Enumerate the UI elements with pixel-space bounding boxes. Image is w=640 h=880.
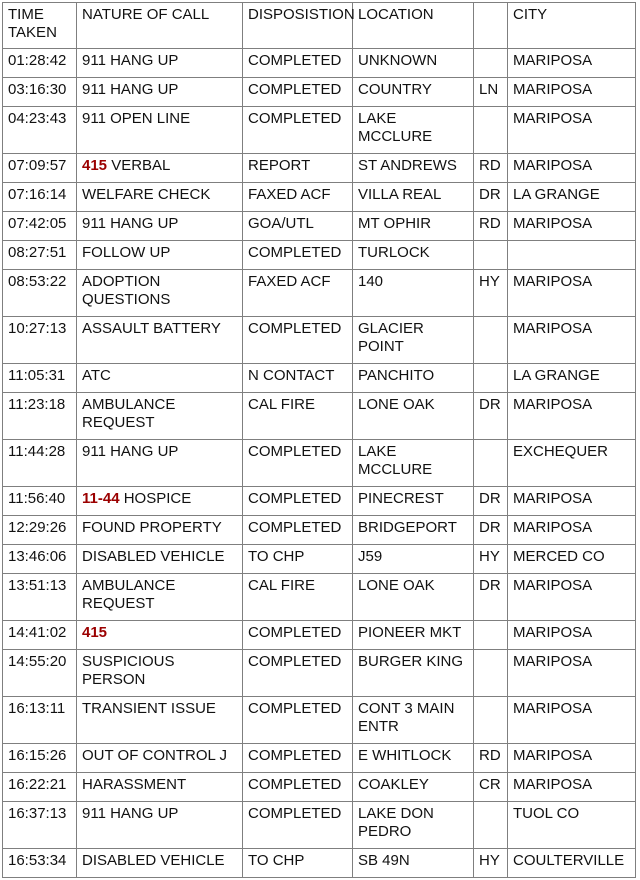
cell-location: PIONEER MKT — [353, 621, 474, 650]
cell-disposition: FAXED ACF — [243, 270, 353, 317]
cell-suffix: DR — [474, 393, 508, 440]
cell-time: 03:16:30 — [3, 78, 77, 107]
cell-location: ST ANDREWS — [353, 154, 474, 183]
cell-suffix: RD — [474, 154, 508, 183]
call-nature-text: HOSPICE — [119, 490, 192, 507]
cell-time: 16:53:34 — [3, 849, 77, 878]
cell-location: TURLOCK — [353, 241, 474, 270]
cell-nature — [77, 545, 243, 574]
cell-disposition: COMPLETED — [243, 802, 353, 849]
cell-time: 11:56:40 — [3, 487, 77, 516]
cell-location: VILLA REAL — [353, 183, 474, 212]
call-nature-text: SUSPICIOUS PERSON — [82, 653, 179, 688]
cell-time: 13:51:13 — [3, 574, 77, 621]
cell-city: MARIPOSA — [508, 317, 636, 364]
cell-location: LAKE DON PEDRO — [353, 802, 474, 849]
cell-location: 140 — [353, 270, 474, 317]
cell-location: UNKNOWN — [353, 49, 474, 78]
cell-location: LAKE MCCLURE — [353, 440, 474, 487]
cell-nature — [77, 154, 243, 183]
cell-location: GLACIER POINT — [353, 317, 474, 364]
call-nature-text: 911 HANG UP — [82, 443, 179, 460]
cell-city: MARIPOSA — [508, 393, 636, 440]
cell-disposition: COMPLETED — [243, 773, 353, 802]
cell-suffix: HY — [474, 270, 508, 317]
cell-suffix — [474, 802, 508, 849]
table-row — [3, 574, 636, 621]
cell-city: MERCED CO — [508, 545, 636, 574]
call-nature-text: FOUND PROPERTY — [82, 519, 222, 536]
table-row — [3, 317, 636, 364]
cell-suffix — [474, 317, 508, 364]
cell-time: 13:46:06 — [3, 545, 77, 574]
call-nature-text: ASSAULT BATTERY — [82, 320, 221, 337]
table-row — [3, 270, 636, 317]
cell-disposition: COMPLETED — [243, 697, 353, 744]
cell-nature — [77, 270, 243, 317]
cell-nature — [77, 697, 243, 744]
call-nature-text: 911 HANG UP — [82, 805, 179, 822]
cell-nature — [77, 317, 243, 364]
call-code: 415 — [82, 624, 108, 641]
cell-time: 14:41:02 — [3, 621, 77, 650]
cell-nature — [77, 183, 243, 212]
cell-nature — [77, 212, 243, 241]
cell-disposition: COMPLETED — [243, 107, 353, 154]
cell-nature — [77, 364, 243, 393]
cell-time: 12:29:26 — [3, 516, 77, 545]
header-row — [3, 3, 636, 49]
cell-time: 07:42:05 — [3, 212, 77, 241]
cell-nature — [77, 393, 243, 440]
cell-nature — [77, 574, 243, 621]
cell-location: J59 — [353, 545, 474, 574]
cell-disposition: COMPLETED — [243, 241, 353, 270]
cell-time: 11:23:18 — [3, 393, 77, 440]
cell-nature — [77, 487, 243, 516]
cell-location: LONE OAK — [353, 393, 474, 440]
cell-suffix: HY — [474, 849, 508, 878]
cell-nature — [77, 49, 243, 78]
table-row — [3, 487, 636, 516]
cell-suffix: DR — [474, 487, 508, 516]
cell-suffix — [474, 650, 508, 697]
call-nature-text: AMBULANCE REQUEST — [82, 396, 180, 431]
cell-city: MARIPOSA — [508, 744, 636, 773]
cell-city: MARIPOSA — [508, 574, 636, 621]
cell-location: CONT 3 MAIN ENTR — [353, 697, 474, 744]
cell-city: MARIPOSA — [508, 697, 636, 744]
cell-suffix: HY — [474, 545, 508, 574]
cell-nature — [77, 849, 243, 878]
cell-disposition: REPORT — [243, 154, 353, 183]
cell-disposition: N CONTACT — [243, 364, 353, 393]
cell-nature — [77, 650, 243, 697]
cell-time: 16:15:26 — [3, 744, 77, 773]
call-code: 11-44 — [82, 490, 120, 507]
table-row — [3, 849, 636, 878]
call-nature-text: 911 HANG UP — [82, 81, 179, 98]
cell-city: COULTERVILLE — [508, 849, 636, 878]
cell-suffix — [474, 49, 508, 78]
table-row — [3, 364, 636, 393]
table-row — [3, 241, 636, 270]
call-nature-text: 911 OPEN LINE — [82, 110, 191, 127]
cell-nature — [77, 440, 243, 487]
cell-city: EXCHEQUER — [508, 440, 636, 487]
cell-disposition: COMPLETED — [243, 49, 353, 78]
call-nature-text: DISABLED VEHICLE — [82, 852, 225, 869]
table-row — [3, 107, 636, 154]
table-row — [3, 393, 636, 440]
cell-time: 16:13:11 — [3, 697, 77, 744]
call-nature-text: FOLLOW UP — [82, 244, 171, 261]
cell-disposition: COMPLETED — [243, 516, 353, 545]
cell-disposition: COMPLETED — [243, 317, 353, 364]
cell-disposition: COMPLETED — [243, 744, 353, 773]
cell-city: MARIPOSA — [508, 49, 636, 78]
cell-city: MARIPOSA — [508, 773, 636, 802]
cell-disposition: COMPLETED — [243, 621, 353, 650]
table-row — [3, 78, 636, 107]
cell-city: MARIPOSA — [508, 107, 636, 154]
call-nature-text: 911 HANG UP — [82, 52, 179, 69]
cell-location: BRIDGEPORT — [353, 516, 474, 545]
table-row — [3, 650, 636, 697]
call-nature-text: VERBAL — [107, 157, 171, 174]
header-suffix — [474, 3, 508, 49]
cell-nature — [77, 773, 243, 802]
call-nature-text: TRANSIENT ISSUE — [82, 700, 216, 717]
header-disposition: DISPOSISTION — [243, 3, 353, 49]
cell-location: COUNTRY — [353, 78, 474, 107]
cell-disposition: TO CHP — [243, 545, 353, 574]
table-row — [3, 773, 636, 802]
cell-time: 04:23:43 — [3, 107, 77, 154]
cell-location: PINECREST — [353, 487, 474, 516]
header-location: LOCATION — [353, 3, 474, 49]
cell-city: MARIPOSA — [508, 154, 636, 183]
call-log-body — [3, 49, 636, 878]
cell-suffix: RD — [474, 212, 508, 241]
cell-nature — [77, 621, 243, 650]
cell-disposition: TO CHP — [243, 849, 353, 878]
cell-disposition: COMPLETED — [243, 650, 353, 697]
cell-suffix — [474, 697, 508, 744]
cell-suffix: DR — [474, 516, 508, 545]
cell-time: 16:22:21 — [3, 773, 77, 802]
table-row — [3, 621, 636, 650]
cell-location: LAKE MCCLURE — [353, 107, 474, 154]
cell-disposition: CAL FIRE — [243, 574, 353, 621]
cell-suffix — [474, 621, 508, 650]
cell-location: LONE OAK — [353, 574, 474, 621]
cell-suffix — [474, 241, 508, 270]
cell-location: E WHITLOCK — [353, 744, 474, 773]
table-row — [3, 440, 636, 487]
cell-nature — [77, 744, 243, 773]
cell-time: 11:44:28 — [3, 440, 77, 487]
cell-nature — [77, 241, 243, 270]
cell-suffix: CR — [474, 773, 508, 802]
cell-suffix: DR — [474, 574, 508, 621]
cell-location: MT OPHIR — [353, 212, 474, 241]
cell-time: 08:53:22 — [3, 270, 77, 317]
cell-location: BURGER KING — [353, 650, 474, 697]
cell-time: 07:16:14 — [3, 183, 77, 212]
cell-disposition: COMPLETED — [243, 487, 353, 516]
table-row — [3, 516, 636, 545]
table-row — [3, 802, 636, 849]
call-nature-text: 911 HANG UP — [82, 215, 179, 232]
cell-time: 01:28:42 — [3, 49, 77, 78]
cell-city: MARIPOSA — [508, 621, 636, 650]
call-nature-text: HARASSMENT — [82, 776, 187, 793]
cell-time: 10:27:13 — [3, 317, 77, 364]
table-row — [3, 545, 636, 574]
table-row — [3, 697, 636, 744]
table-row — [3, 744, 636, 773]
table-row — [3, 154, 636, 183]
header-time: TIME TAKEN — [3, 3, 77, 49]
cell-nature — [77, 802, 243, 849]
call-nature-text: DISABLED VEHICLE — [82, 548, 225, 565]
header-city: CITY — [508, 3, 636, 49]
cell-time: 08:27:51 — [3, 241, 77, 270]
call-nature-text: ADOPTION QUESTIONS — [82, 273, 171, 308]
cell-city: MARIPOSA — [508, 212, 636, 241]
cell-city — [508, 241, 636, 270]
call-nature-text: WELFARE CHECK — [82, 186, 211, 203]
cell-suffix: DR — [474, 183, 508, 212]
cell-disposition: CAL FIRE — [243, 393, 353, 440]
header-nature: NATURE OF CALL — [77, 3, 243, 49]
cell-city: TUOL CO — [508, 802, 636, 849]
cell-location: PANCHITO — [353, 364, 474, 393]
cell-suffix — [474, 107, 508, 154]
cell-suffix: RD — [474, 744, 508, 773]
cell-city: MARIPOSA — [508, 516, 636, 545]
cell-city: MARIPOSA — [508, 78, 636, 107]
call-nature-text: AMBULANCE REQUEST — [82, 577, 180, 612]
cell-time: 14:55:20 — [3, 650, 77, 697]
cell-time: 11:05:31 — [3, 364, 77, 393]
table-row — [3, 212, 636, 241]
cell-nature — [77, 516, 243, 545]
cell-city: LA GRANGE — [508, 183, 636, 212]
cell-city: MARIPOSA — [508, 270, 636, 317]
cell-city: MARIPOSA — [508, 487, 636, 516]
cell-nature — [77, 107, 243, 154]
cell-disposition: GOA/UTL — [243, 212, 353, 241]
cell-disposition: COMPLETED — [243, 440, 353, 487]
table-row — [3, 183, 636, 212]
cell-disposition: FAXED ACF — [243, 183, 353, 212]
cell-suffix — [474, 364, 508, 393]
cell-suffix: LN — [474, 78, 508, 107]
cell-time: 07:09:57 — [3, 154, 77, 183]
cell-city: LA GRANGE — [508, 364, 636, 393]
call-code: 415 — [82, 157, 108, 174]
call-log-table — [2, 2, 636, 878]
cell-disposition: COMPLETED — [243, 78, 353, 107]
call-nature-text: ATC — [82, 367, 111, 384]
cell-location: COAKLEY — [353, 773, 474, 802]
cell-suffix — [474, 440, 508, 487]
cell-time: 16:37:13 — [3, 802, 77, 849]
cell-nature — [77, 78, 243, 107]
call-nature-text: OUT OF CONTROL J — [82, 747, 228, 764]
table-row — [3, 49, 636, 78]
cell-location: SB 49N — [353, 849, 474, 878]
cell-city: MARIPOSA — [508, 650, 636, 697]
